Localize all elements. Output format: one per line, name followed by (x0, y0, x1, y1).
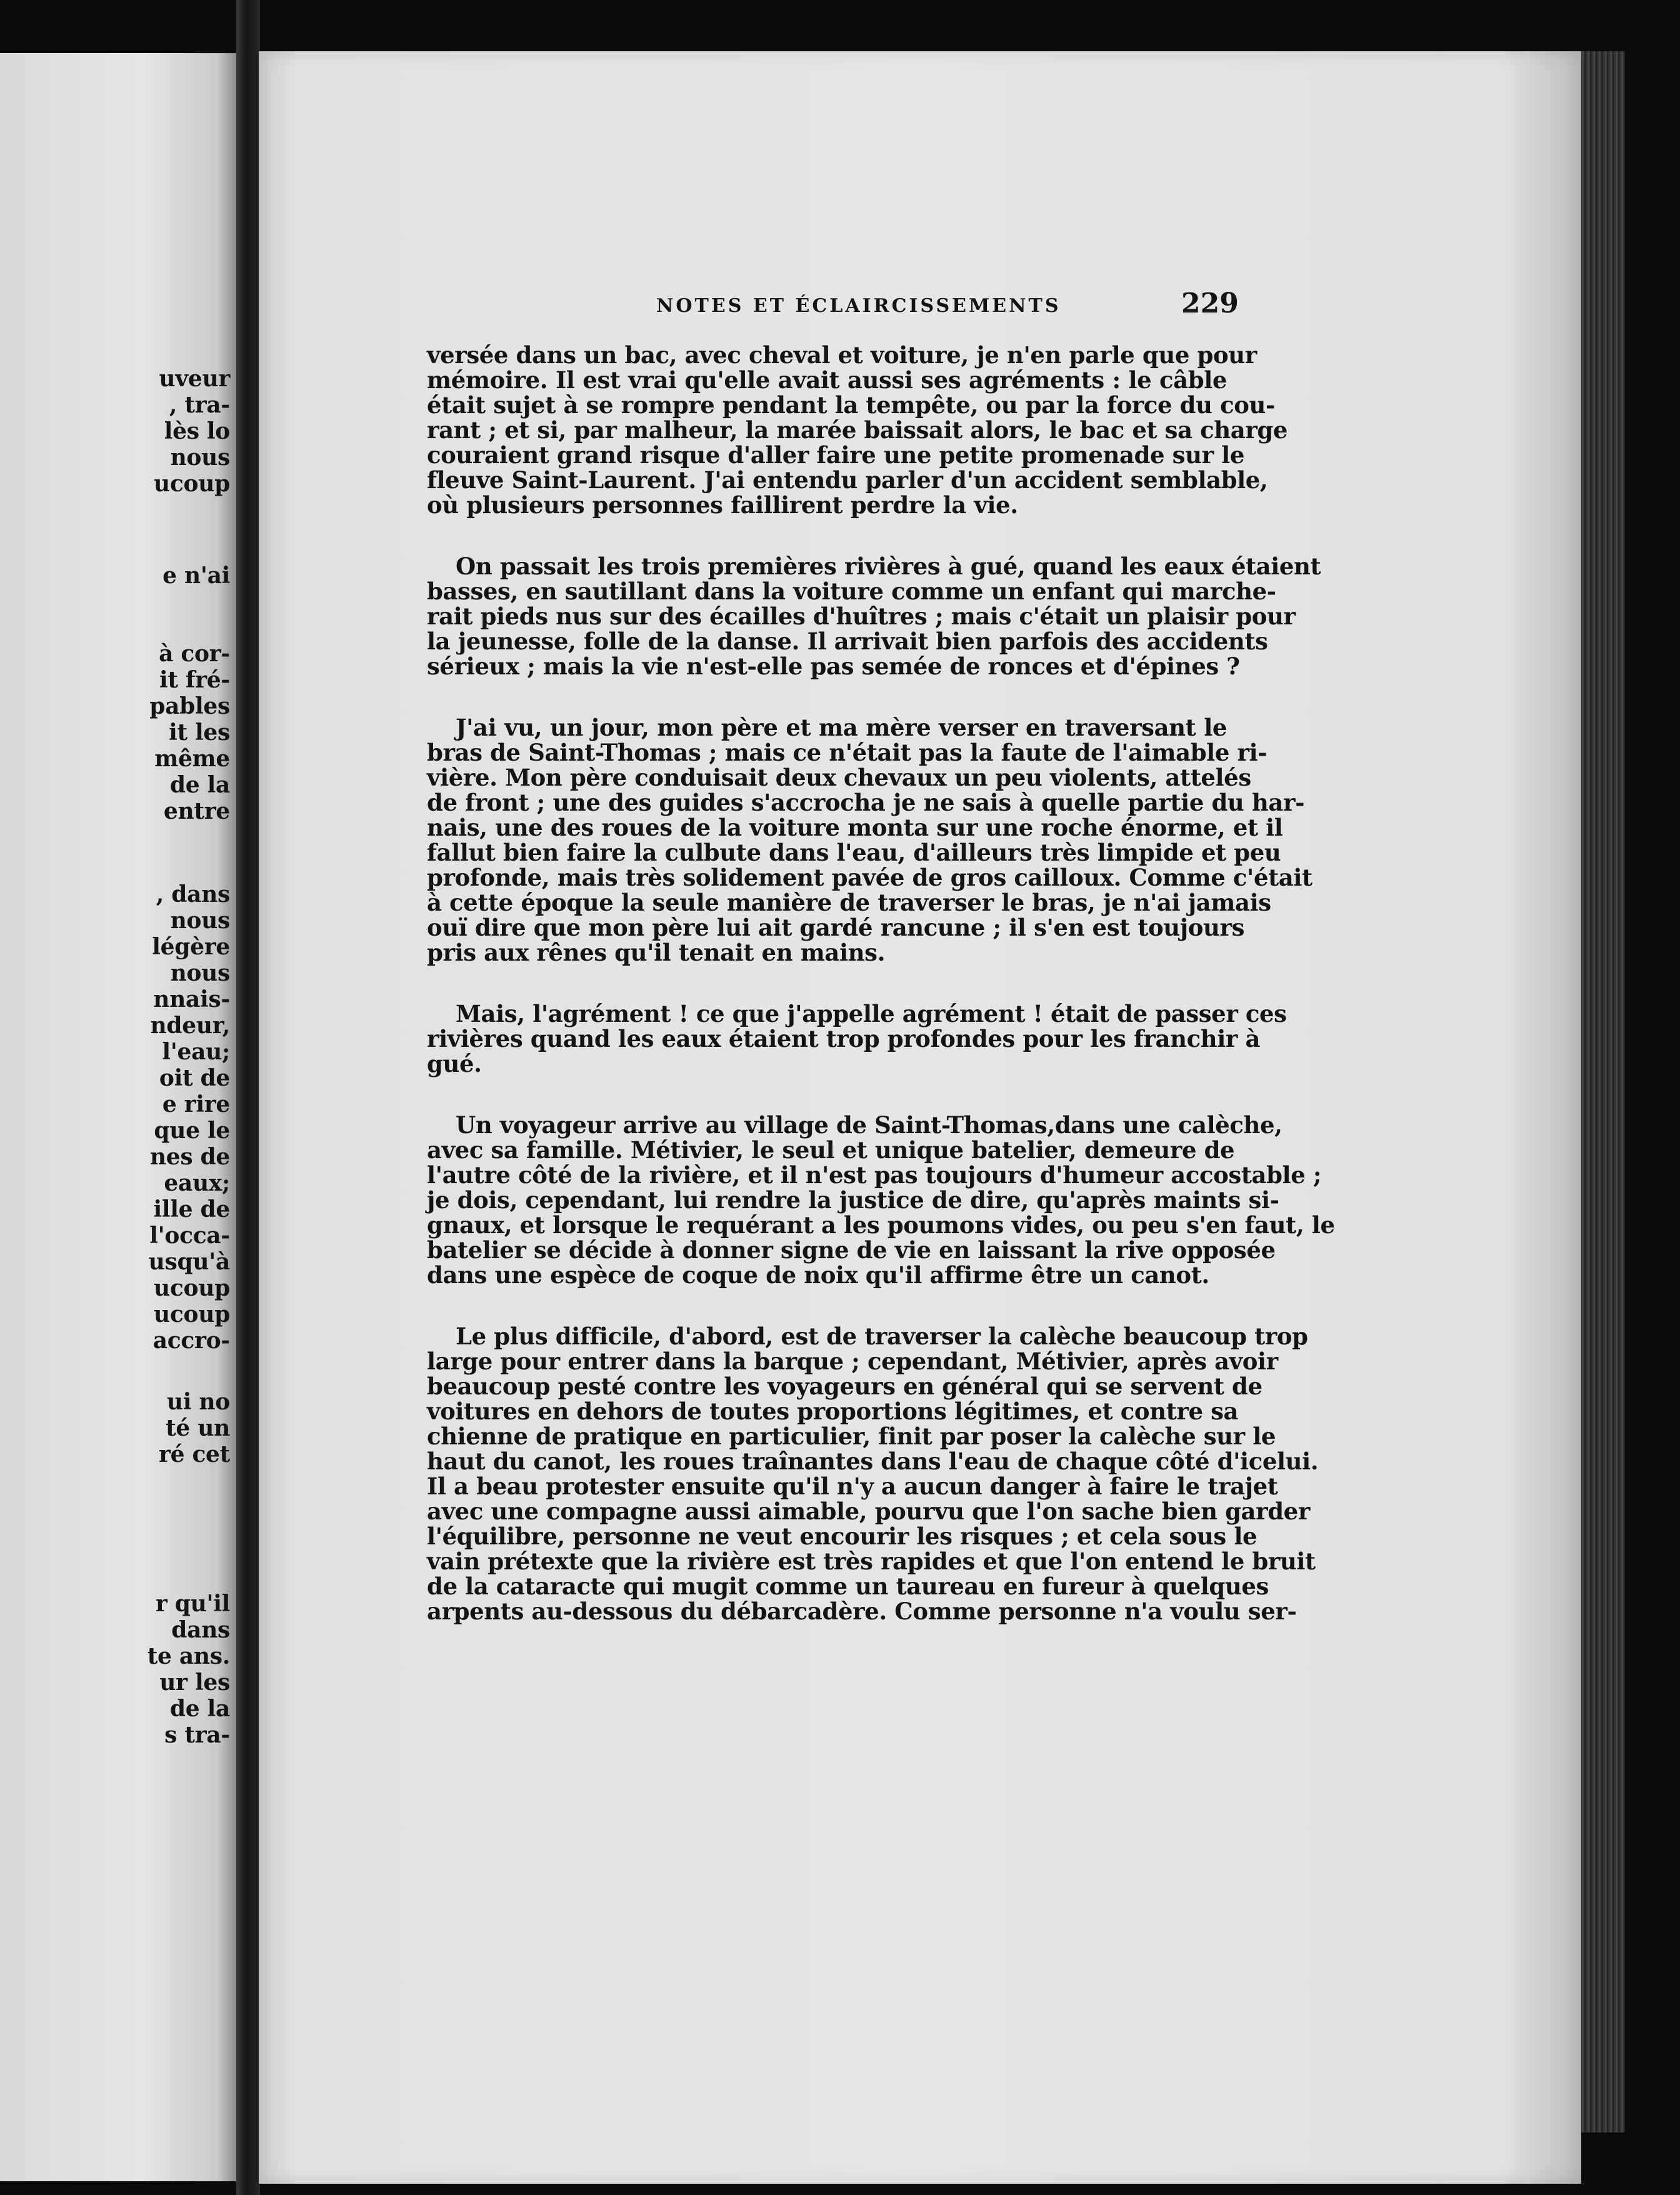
left-page-fragment: r qu'il (155, 1591, 230, 1617)
text-line: profonde, mais très solidement pavée de gros cailloux. Comme c'était (427, 864, 1312, 891)
text-line: était sujet à se rompre pendant la tempête, ou par la force du cou- (427, 391, 1275, 419)
page-number: 229 (1181, 288, 1239, 319)
left-page-fragment: pables (149, 693, 230, 719)
paragraph (427, 714, 1312, 966)
left-page-fragment: té un (166, 1415, 230, 1441)
left-page-fragment: légère (152, 934, 230, 960)
left-page-fragment: nous (170, 444, 230, 471)
text-line: vière. Mon père conduisait deux chevaux un peu violents, attelés (427, 764, 1251, 791)
left-page-fragment: de la (169, 772, 230, 798)
paragraph (427, 1111, 1335, 1289)
text-line: ouï dire que mon père lui ait gardé rancune ; il s'en est toujours (427, 914, 1245, 941)
text-line: où plusieurs personnes faillirent perdre la vie. (427, 491, 1018, 519)
left-page-fragment: e n'ai (162, 562, 230, 589)
running-head: NOTES ET ÉCLAIRCISSEMENTS (656, 295, 1061, 317)
left-page-fragment: uveur (159, 366, 230, 392)
text-line: sérieux ; mais la vie n'est-elle pas semée de ronces et d'épines ? (427, 652, 1240, 680)
text-line: je dois, cependant, lui rendre la justice de dire, qu'après maints si- (427, 1186, 1279, 1214)
text-line: vain prétexte que la rivière est très rapides et que l'on entend le bruit (427, 1548, 1316, 1575)
left-page-fragment: nes de (149, 1144, 230, 1170)
text-line: rait pieds nus sur des écailles d'huîtres ; mais c'était un plaisir pour (427, 602, 1296, 630)
left-page-fragment: ucoup (154, 471, 230, 497)
paragraph-gap (427, 1288, 1227, 1324)
text-line: arpents au-dessous du débarcadère. Comme personne n'a voulu ser- (427, 1598, 1297, 1625)
text-line: l'autre côté de la rivière, et il n'est pas toujours d'humeur accostable ; (427, 1161, 1322, 1189)
left-page-fragment: te ans. (147, 1643, 230, 1669)
text-line: pris aux rênes qu'il tenait en mains. (427, 939, 886, 966)
left-page-fragment: ille de (153, 1196, 230, 1222)
text-line: l'équilibre, personne ne veut encourir les risques ; et cela sous le (427, 1522, 1258, 1550)
left-page-fragment: nnais- (153, 986, 230, 1012)
left-page-fragment: que le (154, 1118, 230, 1144)
text-line: On passait les trois premières rivières à gué, quand les eaux étaient (456, 552, 1321, 580)
left-page-fragment: eaux; (164, 1170, 230, 1196)
text-line: rivières quand les eaux étaient trop profondes pour les franchir à (427, 1025, 1261, 1052)
left-page-fragment: ucoup (154, 1301, 230, 1328)
left-page-fragment: à cor- (159, 641, 230, 667)
left-page-fragment: ur les (159, 1669, 230, 1696)
text-line: de la cataracte qui mugit comme un taureau en fureur à quelques (427, 1572, 1269, 1600)
paragraph-gap (427, 679, 1227, 715)
left-page-fragment: même (154, 746, 230, 772)
text-line: voitures en dehors de toutes proportions légitimes, et contre sa (427, 1398, 1239, 1425)
left-page-fragment: dans (171, 1617, 230, 1643)
text-line: Un voyageur arrive au village de Saint-Thomas,dans une calèche, (456, 1111, 1282, 1139)
text-line: couraient grand risque d'aller faire une petite promenade sur le (427, 441, 1244, 469)
paragraph-gap (427, 518, 1227, 554)
left-facing-page (0, 53, 236, 2181)
left-page-fragment: nous (170, 960, 230, 986)
text-line: bras de Saint-Thomas ; mais ce n'était pas la faute de l'aimable ri- (427, 739, 1268, 766)
book-gutter (236, 0, 260, 2195)
text-line: mémoire. Il est vrai qu'elle avait aussi ses agréments : le câble (427, 366, 1227, 394)
text-line: fleuve Saint-Laurent. J'ai entendu parler d'un accident semblable, (427, 466, 1268, 494)
page-edges (1581, 51, 1625, 2132)
text-line: Mais, l'agrément ! ce que j'appelle agrément ! était de passer ces (456, 1000, 1287, 1028)
left-page-fragment: it les (169, 719, 230, 746)
text-line: large pour entrer dans la barque ; cependant, Métivier, après avoir (427, 1348, 1278, 1375)
left-page-fragment: de la (169, 1696, 230, 1722)
paragraph (427, 341, 1288, 519)
left-page-fragment: accro- (152, 1328, 230, 1354)
left-page-fragment: lès lo (164, 418, 230, 444)
text-line: dans une espèce de coque de noix qu'il affirme être un canot. (427, 1261, 1209, 1289)
text-line: rant ; et si, par malheur, la marée baissait alors, le bac et sa charge (427, 416, 1288, 444)
left-page-fragment: , tra- (169, 392, 230, 418)
text-line: la jeunesse, folle de la danse. Il arrivait bien parfois des accidents (427, 628, 1268, 655)
text-line: beaucoup pesté contre les voyageurs en général qui se servent de (427, 1372, 1262, 1400)
paragraph (427, 1000, 1287, 1078)
left-page-fragment: ucoup (154, 1275, 230, 1301)
text-line: à cette époque la seule manière de traverser le bras, je n'ai jamais (427, 889, 1271, 916)
left-page-fragment: it fré- (159, 667, 230, 693)
left-page-fragment: l'occa- (149, 1222, 230, 1249)
paragraph (427, 1322, 1319, 1625)
text-line: batelier se décide à donner signe de vie en laissant la rive opposée (427, 1236, 1276, 1264)
left-page-fragment: s tra- (164, 1722, 230, 1748)
text-line: avec sa famille. Métivier, le seul et unique batelier, demeure de (427, 1136, 1235, 1164)
text-line: basses, en sautillant dans la voiture comme un enfant qui marche- (427, 578, 1276, 605)
paragraph-gap (427, 965, 1227, 1001)
text-line: de front ; une des guides s'accrocha je ne sais à quelle partie du har- (427, 789, 1305, 816)
body-text (427, 341, 1335, 1625)
left-page-fragment: , dans (156, 881, 230, 908)
text-line: Il a beau protester ensuite qu'il n'y a aucun danger à faire le trajet (427, 1472, 1278, 1500)
left-page-fragment: ré cet (158, 1441, 230, 1468)
left-page-fragment: entre (163, 798, 230, 824)
text-line: gué. (427, 1050, 482, 1078)
left-page-fragment: ui no (166, 1389, 230, 1415)
text-line: J'ai vu, un jour, mon père et ma mère verser en traversant le (456, 714, 1227, 741)
left-page-fragment: nous (170, 908, 230, 934)
text-line: fallut bien faire la culbute dans l'eau, d'ailleurs très limpide et peu (427, 839, 1281, 866)
left-page-fragment: oit de (159, 1065, 230, 1091)
text-line: gnaux, et lorsque le requérant a les poumons vides, ou peu s'en faut, le (427, 1211, 1335, 1239)
text-line: haut du canot, les roues traînantes dans l'eau de chaque côté d'icelui. (427, 1448, 1319, 1475)
text-line: avec une compagne aussi aimable, pourvu que l'on sache bien garder (427, 1498, 1310, 1525)
left-page-fragment: ndeur, (150, 1012, 230, 1039)
text-line: nais, une des roues de la voiture monta sur une roche énorme, et il (427, 814, 1283, 841)
text-line: versée dans un bac, avec cheval et voiture, je n'en parle que pour (427, 341, 1257, 369)
text-line: chienne de pratique en particulier, finit par poser la calèche sur le (427, 1422, 1276, 1450)
paragraph-gap (427, 1076, 1227, 1112)
left-page-fragment: usqu'à (148, 1249, 230, 1275)
paragraph (427, 552, 1321, 680)
left-page-fragment: l'eau; (162, 1039, 230, 1065)
text-line: Le plus difficile, d'abord, est de traverser la calèche beaucoup trop (456, 1322, 1308, 1350)
left-page-fragment: e rire (162, 1091, 230, 1118)
